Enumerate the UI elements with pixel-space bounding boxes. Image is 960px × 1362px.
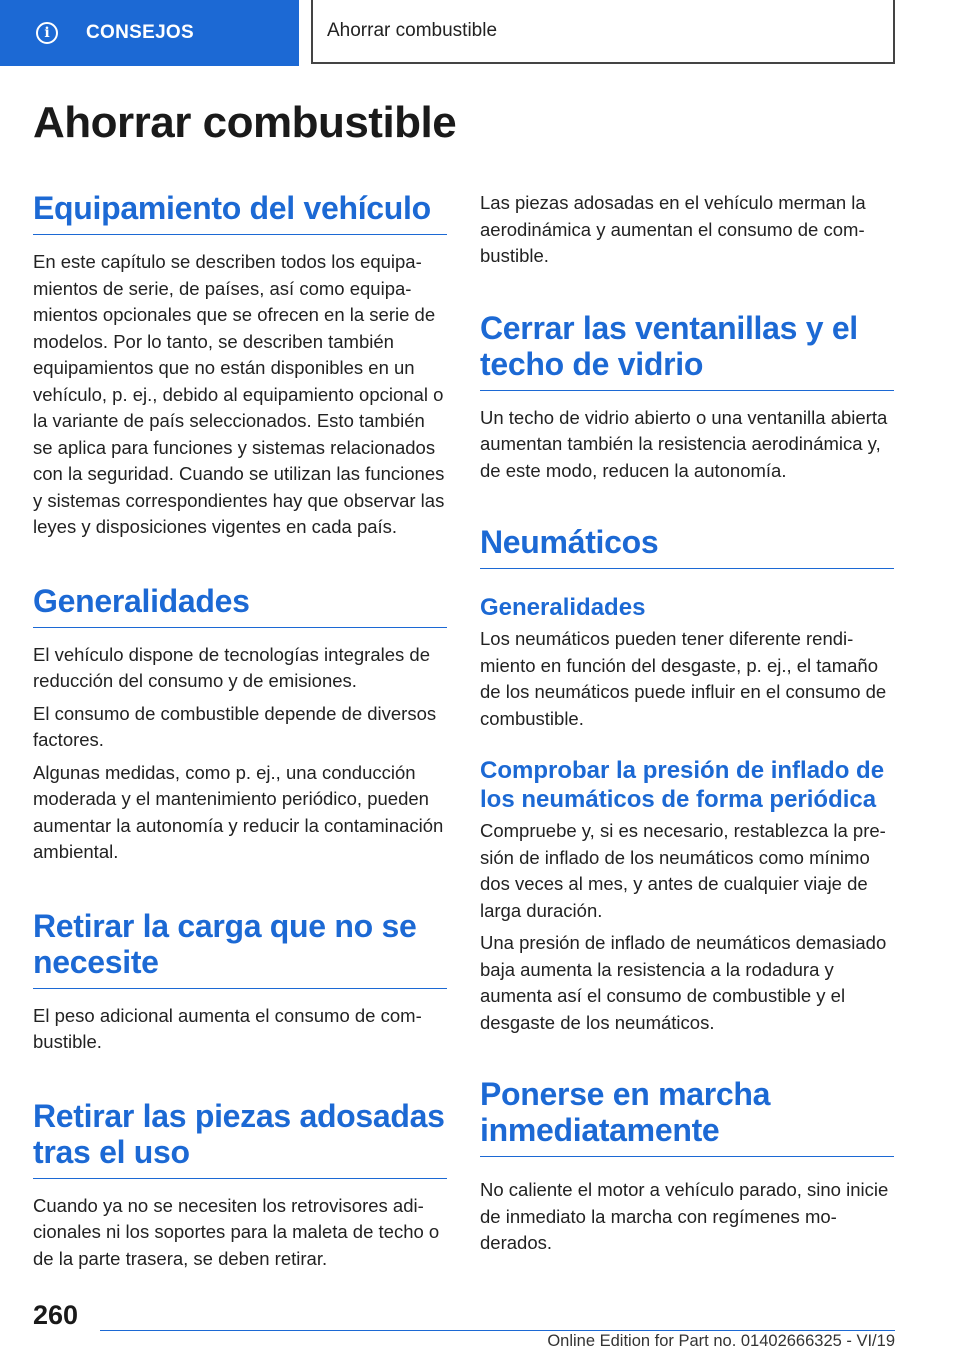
text-generalidades-1: El vehículo dispone de tecnologías integrales de reducción del consumo y de emisiones.: [33, 643, 430, 691]
page-header: [0, 0, 960, 66]
text-generalidades-2: El consumo de combustible depende de diversos factores.: [33, 702, 437, 750]
heading-piezas: Retirar las piezas adosadas tras el uso: [33, 1098, 447, 1179]
text-generalidades-3: Algunas medidas, como p. ej., una conducción moderada y el mantenimiento periódico, pueden aumentar la autonomía y reducir la contaminación ambiental.: [33, 761, 444, 862]
text-ventanillas: Un techo de vidrio abierto o una ventanilla abierta aumentan también la resistencia aerodinámica y, de este modo, reducen la autonomía.: [480, 406, 888, 481]
text-presion-2: Una presión de inflado de neumáticos demasiado baja aumenta la resistencia a la rodadura y aumenta así el consumo de combustible y el desgaste de los neumáticos.: [480, 932, 887, 1033]
heading-neumaticos: Neumáticos: [480, 524, 894, 569]
text-presion-1: Compruebe y, si es necesario, restablezca la presión de inflado de los neumáticos como mínimo dos veces al mes, y antes de cualquier viaje de larga duración.: [480, 820, 886, 921]
text-carga: El peso adicional aumenta el consumo de combustible.: [33, 1004, 422, 1052]
text-neumaticos-generalidades: Los neumáticos pueden tener diferente rendimiento en función del desgaste, p. ej., el tamaño de los neumáticos puede influir en el consumo de combustible.: [480, 628, 887, 729]
heading-ventanillas: Cerrar las ventanillas y el techo de vidrio: [480, 310, 894, 391]
right-column: [480, 190, 894, 1257]
page-title: Ahorrar combustible: [33, 98, 457, 147]
text-intro: Las piezas adosadas en el vehículo merman la aerodinámica y aumentan el consumo de combustible.: [480, 192, 866, 266]
heading-generalidades: Generalidades: [33, 583, 447, 628]
subheading-presion: Comprobar la presión de inflado de los neumáticos de forma periódica: [480, 757, 885, 813]
footer-divider: [100, 1330, 895, 1331]
section-label: CONSEJOS: [86, 22, 194, 43]
chapter-label: Ahorrar combustible: [311, 0, 895, 64]
info-icon: i: [36, 22, 58, 44]
heading-carga: Retirar la carga que no se necesite: [33, 908, 447, 989]
heading-marcha: Ponerse en marcha inmediatamente: [480, 1076, 894, 1157]
text-marcha: No caliente el motor a vehículo parado, sino inicie de inmediato la marcha con regímenes moderados.: [480, 1179, 889, 1253]
page-number: 260: [33, 1300, 79, 1330]
section-tab: [0, 0, 299, 66]
text-piezas: Cuando ya no se necesiten los retrovisores adicionales ni los soportes para la maleta de techo o de la parte trasera, se deben retirar.: [33, 1194, 440, 1269]
heading-equipamiento: Equipamiento del vehículo: [33, 190, 447, 235]
text-equipamiento: En este capítulo se describen todos los equipamientos de serie, de países, así como equipamientos opcionales que se ofrecen en la serie de modelos. Por lo tanto, se describen también equipamientos que no están disponibles en un vehículo, p. ej., debido al equipamiento opcional o la variante de país seleccionados. Esto también se aplica para funciones y sistemas relacionados con la seguridad. Cuando se utilizan las funciones y sistemas correspondientes hay que observar las leyes y disposiciones vigentes en cada país.: [33, 251, 445, 537]
subheading-generalidades: Generalidades: [480, 594, 646, 621]
left-column: [33, 190, 447, 1272]
footer-edition: Online Edition for Part no. 01402666325 - VI/19: [547, 1332, 895, 1350]
